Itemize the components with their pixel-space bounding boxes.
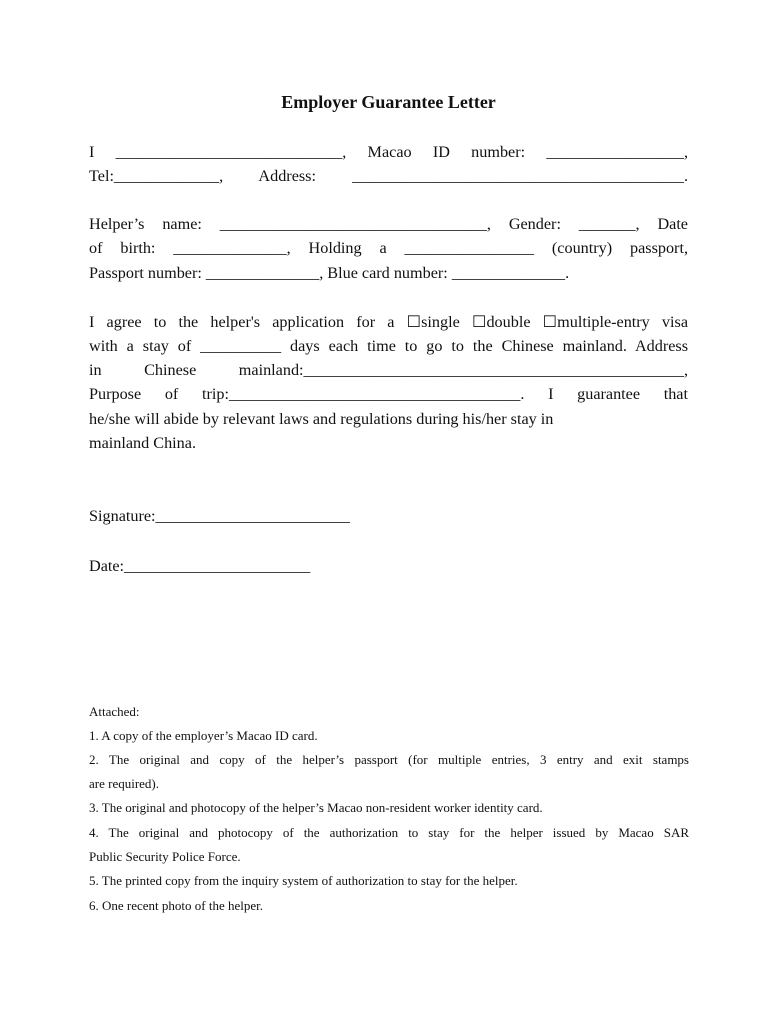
date-line: Date:_______________________ xyxy=(89,557,311,575)
visa-line-3: in Chinese mainland:_______________________________________________, xyxy=(89,361,688,379)
visa-line-6: mainland China. xyxy=(89,434,196,452)
attachments-heading: Attached: xyxy=(89,704,140,719)
attachment-item-2: 2. The original and copy of the helper’s passport (for multiple entries, 3 entry and exit stamps xyxy=(89,752,689,767)
attachment-item-5: 5. The printed copy from the inquiry system of authorization to stay for the helper. xyxy=(89,873,518,888)
helper-info-line-2: of birth: ______________, Holding a ________________ (country) passport, xyxy=(89,239,688,257)
attachment-item-2-cont: are required). xyxy=(89,776,160,791)
attachment-item-6: 6. One recent photo of the helper. xyxy=(89,898,263,913)
attachment-item-3: 3. The original and photocopy of the helper’s Macao non-resident worker identity card. xyxy=(89,800,543,815)
visa-line-1: I agree to the helper's application for a ☐single ☐double ☐multiple-entry visa xyxy=(89,313,688,331)
employer-info-line-1: I ____________________________, Macao ID number: _________________, xyxy=(89,143,688,161)
visa-line-4: Purpose of trip:____________________________________. I guarantee that xyxy=(89,385,688,403)
document-title: Employer Guarantee Letter xyxy=(281,92,496,112)
employer-info-line-2: Tel:_____________, Address: _________________________________________. xyxy=(89,167,688,185)
attachment-item-1: 1. A copy of the employer’s Macao ID card. xyxy=(89,728,318,743)
signature-line: Signature:________________________ xyxy=(89,507,350,525)
visa-line-2: with a stay of __________ days each time to go to the Chinese mainland. Address xyxy=(89,337,688,355)
visa-line-5: he/she will abide by relevant laws and regulations during his/her stay in xyxy=(89,410,554,428)
helper-info-line-3: Passport number: ______________, Blue card number: ______________. xyxy=(89,264,570,282)
attachment-item-4-cont: Public Security Police Force. xyxy=(89,849,241,864)
helper-info-line-1: Helper’s name: _________________________________, Gender: _______, Date xyxy=(89,215,688,233)
attachment-item-4: 4. The original and photocopy of the authorization to stay for the helper issued by Macao SAR xyxy=(89,825,689,840)
